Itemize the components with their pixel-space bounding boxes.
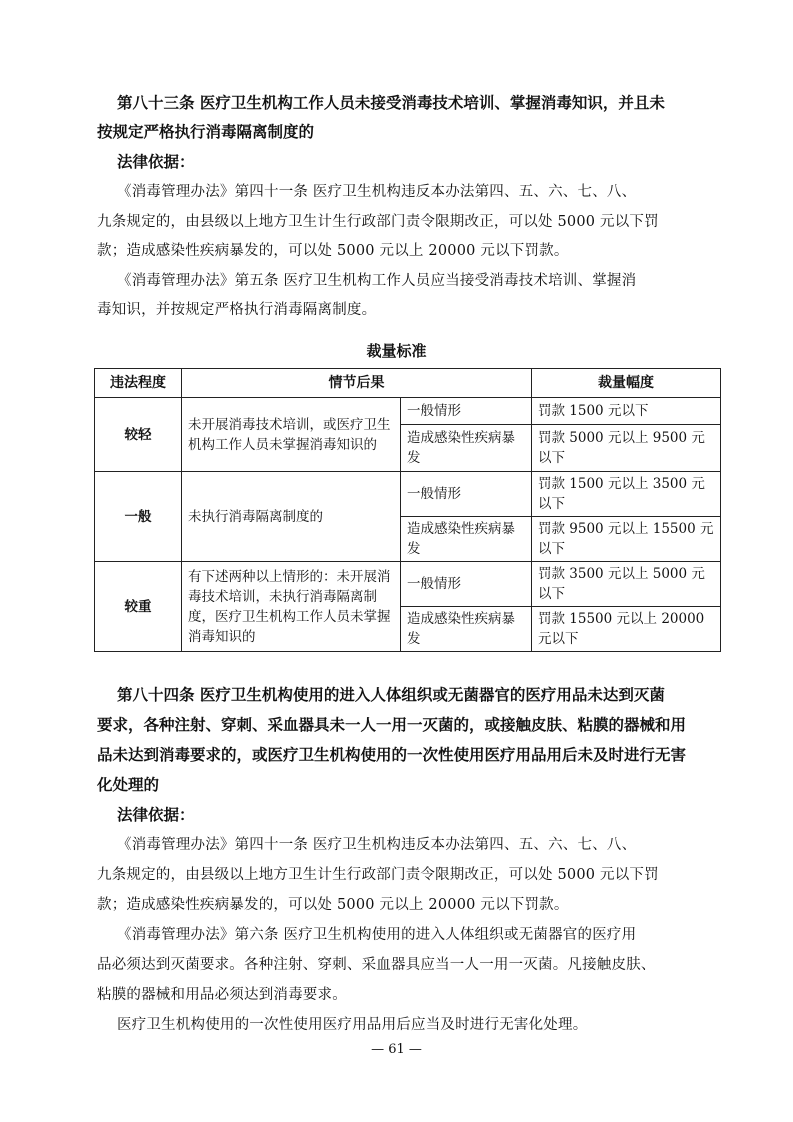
header-circumstance: 情节后果 (182, 369, 532, 398)
penalty-cell: 罚款 9500 元以上 15500 元以下 (532, 517, 721, 562)
article84-para1-line1: 《消毒管理办法》第四十一条 医疗卫生机构违反本办法第四、五、六、七、八、 (117, 837, 637, 853)
circumstance-cell: 未开展消毒技术培训，或医疗卫生机构工作人员未掌握消毒知识的 (182, 398, 401, 472)
article84-para1-line3: 款；造成感染性疾病暴发的，可以处 5000 元以上 20000 元以下罚款。 (97, 897, 569, 913)
header-penalty-range: 裁量幅度 (532, 369, 721, 398)
table-header-row (95, 369, 721, 398)
consequence-cell: 一般情形 (401, 472, 532, 517)
consequence-cell: 造成感染性疾病暴发 (401, 607, 532, 652)
article84-para2-line1: 《消毒管理办法》第六条 医疗卫生机构使用的进入人体组织或无菌器官的医疗用 (117, 927, 637, 943)
penalty-cell: 罚款 15500 元以上 20000 元以下 (532, 607, 721, 652)
article83-para2-line2: 毒知识，并按规定严格执行消毒隔离制度。 (97, 302, 377, 318)
article83-para1-line2: 九条规定的，由县级以上地方卫生计生行政部门责令限期改正，可以处 5000 元以下罚 (97, 214, 659, 230)
penalty-cell: 罚款 3500 元以上 5000 元以下 (532, 562, 721, 607)
article84-heading-line-1: 第八十四条 医疗卫生机构使用的进入人体组织或无菌器官的医疗用品未达到灭菌 (117, 686, 665, 704)
header-degree: 违法程度 (95, 369, 182, 398)
consequence-cell: 造成感染性疾病暴发 (401, 517, 532, 562)
article83-legal-basis-label: 法律依据： (117, 153, 195, 171)
page-number: — 61 — (371, 1042, 422, 1057)
circumstance-cell: 未执行消毒隔离制度的 (182, 472, 401, 562)
table-row (95, 472, 721, 517)
article84-para2-line3: 粘膜的器械和用品必须达到消毒要求。 (97, 987, 347, 1003)
table-row (95, 562, 721, 607)
article84-heading-line-2: 要求，各种注射、穿刺、采血器具未一人一用一灭菌的，或接触皮肤、粘膜的器械和用 (97, 716, 687, 734)
article84-legal-basis-label: 法律依据： (117, 806, 195, 824)
table-row (95, 398, 721, 425)
article83-para2-line1: 《消毒管理办法》第五条 医疗卫生机构工作人员应当接受消毒技术培训、掌握消 (117, 273, 637, 289)
degree-cell: 一般 (95, 472, 182, 562)
consequence-cell: 一般情形 (401, 398, 532, 425)
penalty-cell: 罚款 1500 元以下 (532, 398, 721, 425)
article84-para1-line2: 九条规定的，由县级以上地方卫生计生行政部门责令限期改正，可以处 5000 元以下罚 (97, 867, 659, 883)
table-title: 裁量标准 (366, 342, 427, 360)
article84-heading-line-4: 化处理的 (97, 776, 160, 794)
sanction-table (94, 368, 721, 652)
consequence-cell: 造成感染性疾病暴发 (401, 425, 532, 472)
article83-para1-line1: 《消毒管理办法》第四十一条 医疗卫生机构违反本办法第四、五、六、七、八、 (117, 184, 637, 200)
circumstance-cell: 有下述两种以上情形的：未开展消毒技术培训，未执行消毒隔离制度，医疗卫生机构工作人员未掌握消毒知识的 (182, 562, 401, 652)
article83-heading-line-2: 按规定严格执行消毒隔离制度的 (97, 123, 315, 141)
degree-cell: 较轻 (95, 398, 182, 472)
penalty-cell: 罚款 5000 元以上 9500 元以下 (532, 425, 721, 472)
article83-heading-line-1: 第八十三条 医疗卫生机构工作人员未接受消毒技术培训、掌握消毒知识，并且未 (117, 94, 665, 112)
degree-cell: 较重 (95, 562, 182, 652)
article84-heading-line-3: 品未达到消毒要求的，或医疗卫生机构使用的一次性使用医疗用品用后未及时进行无害 (97, 746, 687, 764)
article84-para2-line2: 品必须达到灭菌要求。各种注射、穿刺、采血器具应当一人一用一灭菌。凡接触皮肤、 (97, 957, 656, 973)
article83-para1-line3: 款；造成感染性疾病暴发的，可以处 5000 元以上 20000 元以下罚款。 (97, 243, 569, 259)
penalty-cell: 罚款 1500 元以上 3500 元以下 (532, 472, 721, 517)
consequence-cell: 一般情形 (401, 562, 532, 607)
article84-para3-line1: 医疗卫生机构使用的一次性使用医疗用品用后应当及时进行无害化处理。 (117, 1017, 588, 1033)
